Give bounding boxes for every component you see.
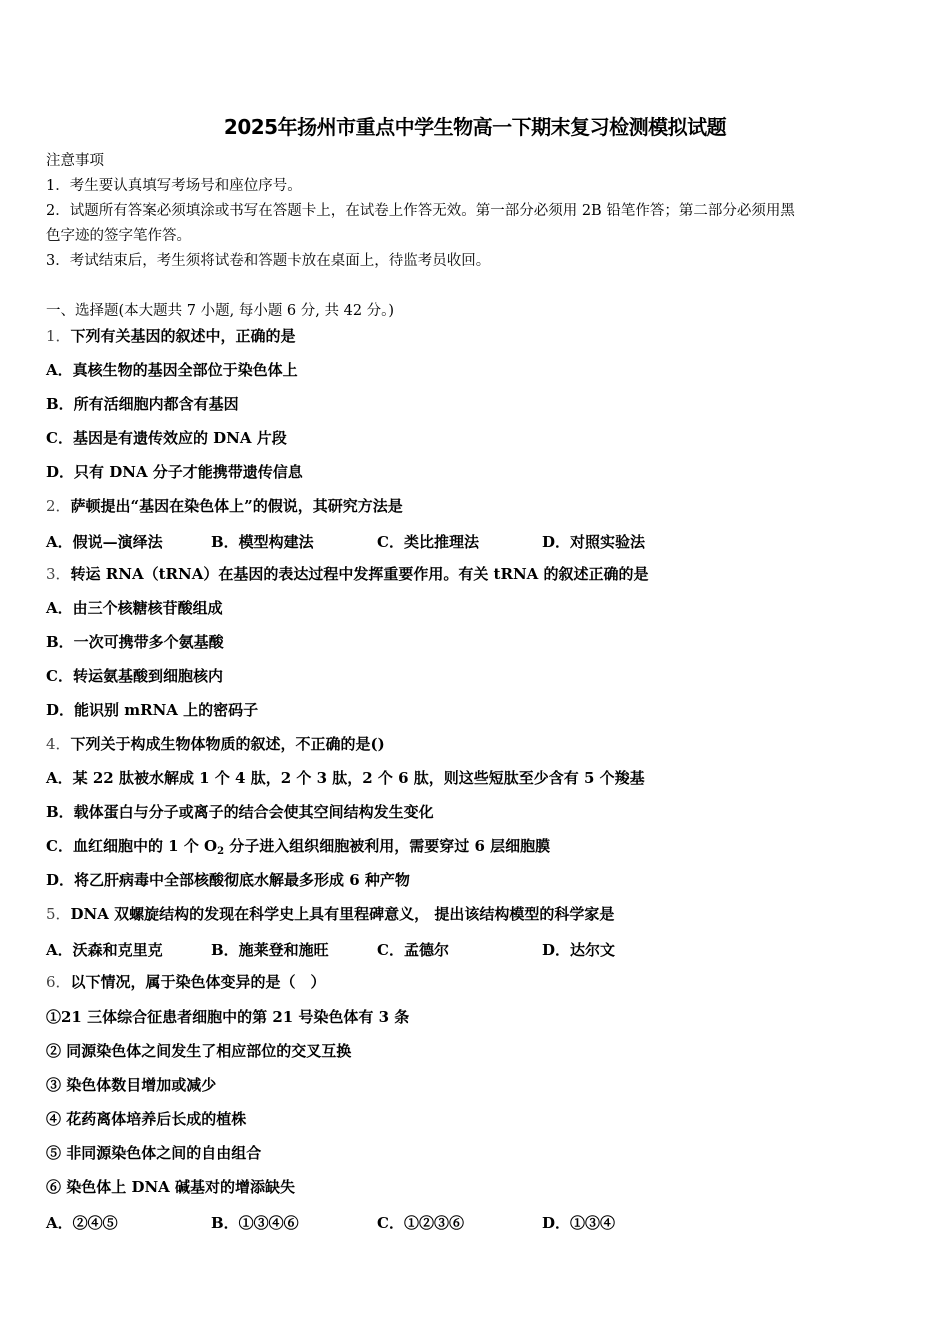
question-1 <box>46 327 296 345</box>
question-number: 1． <box>46 327 71 345</box>
question-stem: 转运 RNA（tRNA）在基因的表达过程中发挥重要作用。有关 tRNA 的叙述正确的是 <box>70 565 649 583</box>
option: C．类比推理法 <box>377 533 479 551</box>
question-number: 3． <box>46 565 71 583</box>
question-stem: 下列关于构成生物体物质的叙述，不正确的是() <box>70 735 385 753</box>
option: C．转运氨基酸到细胞核内 <box>46 667 223 685</box>
option: C．孟德尔 <box>377 941 449 959</box>
question-number: 5． <box>46 905 71 923</box>
question-2 <box>46 497 403 515</box>
option: D．能识别 mRNA 上的密码子 <box>46 701 259 719</box>
option: D．对照实验法 <box>542 533 646 551</box>
question-stem: 萨顿提出“基因在染色体上”的假说，其研究方法是 <box>70 497 403 515</box>
statement-item: ①21 三体综合征患者细胞中的第 21 号染色体有 3 条 <box>46 1008 410 1026</box>
question-stem: 以下情况，属于染色体变异的是（ ） <box>70 973 326 991</box>
statement-item: ② 同源染色体之间发生了相应部位的交叉互换 <box>46 1042 352 1060</box>
statement-item: ④ 花药离体培养后长成的植株 <box>46 1110 247 1128</box>
question-4 <box>46 735 385 753</box>
question-6 <box>46 973 326 991</box>
notice-item: 2．试题所有答案必须填涂或书写在答题卡上，在试卷上作答无效。第一部分必须用 2B 铅笔作答；第二部分必须用黑 <box>46 203 795 219</box>
option: A．②④⑤ <box>46 1214 118 1232</box>
question-number: 2． <box>46 497 71 515</box>
option: C．基因是有遗传效应的 DNA 片段 <box>46 429 287 447</box>
option: D．只有 DNA 分子才能携带遗传信息 <box>46 463 303 481</box>
option: B．①③④⑥ <box>211 1214 299 1232</box>
statement-item: ③ 染色体数目增加或减少 <box>46 1076 217 1094</box>
option: B．载体蛋白与分子或离子的结合会使其空间结构发生变化 <box>46 803 434 821</box>
question-5 <box>46 905 614 923</box>
notice-item: 3．考试结束后，考生须将试卷和答题卡放在桌面上，待监考员收回。 <box>46 253 491 269</box>
option: D．达尔文 <box>542 941 616 959</box>
option: B．所有活细胞内都含有基因 <box>46 395 239 413</box>
question-stem: 下列有关基因的叙述中，正确的是 <box>70 327 296 345</box>
section-heading: 一、选择题(本大题共 7 小题, 每小题 6 分, 共 42 分。) <box>46 303 395 319</box>
question-stem: DNA 双螺旋结构的发现在科学史上具有里程碑意义， 提出该结构模型的科学家是 <box>70 905 615 923</box>
notice-item: 1．考生要认真填写考场号和座位序号。 <box>46 178 302 194</box>
question-3 <box>46 565 649 583</box>
option: B．模型构建法 <box>211 533 314 551</box>
notice-heading: 注意事项 <box>46 153 104 169</box>
option: A．某 22 肽被水解成 1 个 4 肽，2 个 3 肽，2 个 6 肽，则这些短肽至少含有 5 个羧基 <box>46 769 645 787</box>
statement-item: ⑥ 染色体上 DNA 碱基对的增添缺失 <box>46 1178 296 1196</box>
question-number: 4． <box>46 735 71 753</box>
option: A．由三个核糖核苷酸组成 <box>46 599 223 617</box>
option: B．一次可携带多个氨基酸 <box>46 633 224 651</box>
option: A．沃森和克里克 <box>46 941 163 959</box>
page-title: 2025年扬州市重点中学生物高一下期末复习检测模拟试题 <box>223 115 727 139</box>
question-number: 6． <box>46 973 71 991</box>
option: D．将乙肝病毒中全部核酸彻底水解最多形成 6 种产物 <box>46 871 410 889</box>
option: A．假说—演绎法 <box>46 533 163 551</box>
option: A．真核生物的基因全部位于染色体上 <box>46 361 298 379</box>
subscript: 2 <box>217 846 225 857</box>
option: B．施莱登和施旺 <box>211 941 329 959</box>
statement-item: ⑤ 非同源染色体之间的自由组合 <box>46 1144 262 1162</box>
option: C．血红细胞中的 1 个 $O_2$ 分子进入组织细胞被利用，需要穿过 6 层细胞膜 <box>46 837 551 857</box>
option: C．①②③⑥ <box>377 1214 464 1232</box>
option: D．①③④ <box>542 1214 616 1232</box>
notice-item: 色字迹的签字笔作答。 <box>46 228 191 244</box>
